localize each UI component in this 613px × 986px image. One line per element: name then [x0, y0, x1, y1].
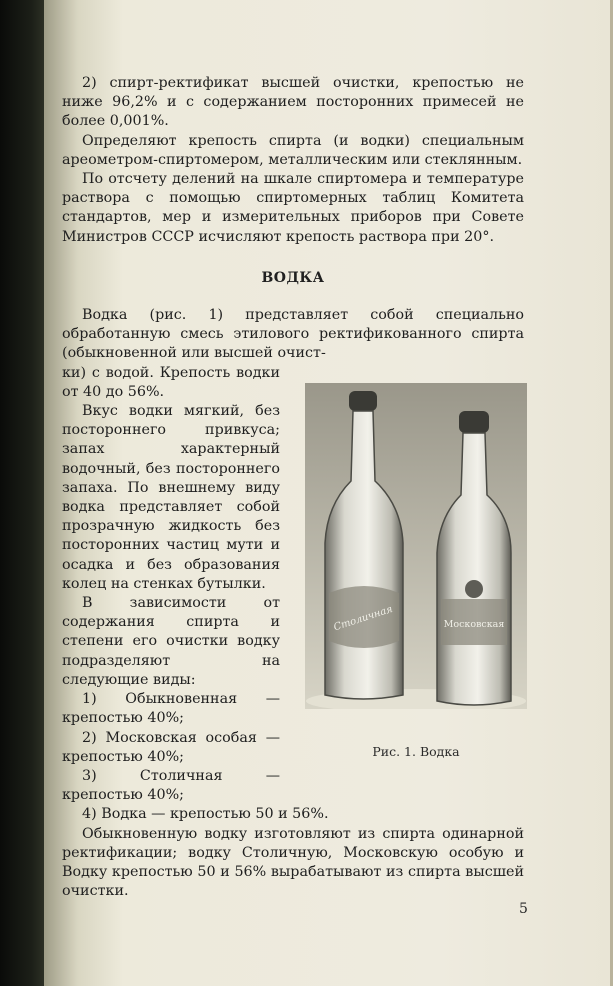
vodka-bottles-photo [305, 383, 527, 709]
right-bottle-label: Московская [443, 619, 505, 630]
paragraph-spirit-meter: По отсчету делений на шкале спиртомера и температуре раствора с помощью спиртомерных таблиц Комитета стандартов, мер и измерительных приборов при Совете Министров СССР исчисляют крепость раствора при 20°. [62, 171, 524, 245]
paragraph-measure-strength: Определяют крепость спирта (и водки) специальным ареометром-спиртомером, металлическим или стеклянным. [62, 132, 524, 168]
bottles-illustration [305, 383, 527, 709]
paragraph-spirit-grade: 2) спирт-ректификат высшей очистки, крепостью не ниже 96,2% и с содержанием посторонних примесей не более 0,001%. [62, 75, 524, 130]
paragraph-vodka-intro: Водка (рис. 1) представляет собой специально обработанную смесь этилового ректификованного спирта (обыкновенной или высшей очист- [62, 307, 524, 362]
page-number: 5 [519, 901, 528, 917]
paragraph-vodka-taste: Вкус водки мягкий, без постороннего привкуса; запах характерный водочный, без постороннего запаха. По внешнему виду водка представляет собой прозрачную жидкость без посторонних частиц мути и осадка и без образования колец на стенках бутылки. [62, 403, 280, 592]
paragraph-production: Обыкновенную водку изготовляют из спирта одинарной ректификации; водку Столичную, Московскую особую и Водку крепостью 50 и 56% вырабатывают из спирта высшей очистки. [62, 825, 524, 900]
section-heading: ВОДКА [261, 269, 325, 286]
figure-caption: Рис. 1. Водка [372, 744, 460, 759]
list-item-obyknovennaya: 1) Обыкновенная — крепостью 40%; [62, 691, 280, 727]
left-bottle-label: Столичная [332, 603, 395, 634]
paragraph-vodka-types: В зависимости от содержания спирта и степени его очистки водку подразделяют на следующие виды: [62, 595, 280, 688]
list-item-stolichnaya: 3) Столичная — крепостью 40%; [62, 767, 280, 804]
paragraph-vodka-strength: ки) с водой. Крепость водки от 40 до 56%. [62, 364, 280, 400]
list-item-moskovskaya: 2) Московская особая — крепостью 40%; [62, 729, 280, 765]
text-column [62, 364, 280, 806]
list-item-vodka-50-56: 4) Водка — крепостью 50 и 56%. [82, 806, 329, 823]
